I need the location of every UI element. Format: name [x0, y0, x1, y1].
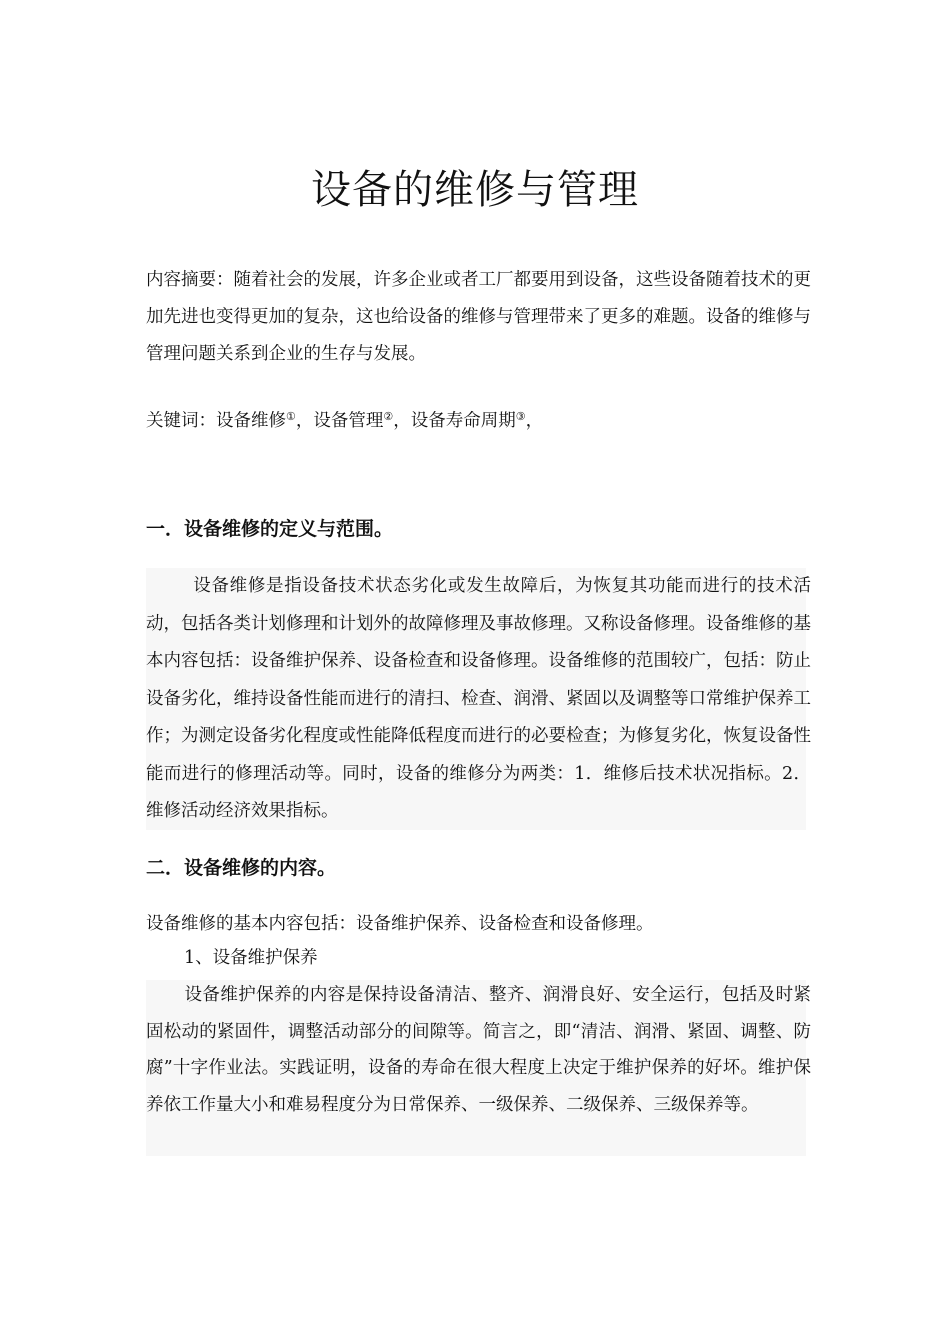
abstract-paragraph: 内容摘要：随着社会的发展，许多企业或者工厂都要用到设备，这些设备随着技术的更加先进也变得更加的复杂，这也给设备的维修与管理带来了更多的难题。设备的维修与管理问题关系到企业的生存与发展。 — [146, 270, 811, 364]
keywords-label: 关键词： — [146, 411, 216, 431]
section-body-definition: 设备维修是指设备技术状态劣化或发生故障后，为恢复其功能而进行的技术活动，包括各类计划修理和计划外的故障修理及事故修理。又称设备修理。设备维修的基本内容包括：设备维护保养、设备检查和设备修理。设备维修的范围较广，包括：防止设备劣化，维持设备性能而进行的清扫、检查、润滑、紧固以及调整等口常维护保养工作；为测定设备劣化程度或性能降低程度而进行的必要检查；为修复劣化，恢复设备性能而进行的修理活动等。同时，设备的维修分为两类：1．维修后技术状况指标。2．维修活动经济效果指标。 — [146, 576, 811, 821]
section-heading-definition: 一．设备维修的定义与范围。 — [146, 518, 394, 540]
keyword-item: 设备管理②， — [313, 410, 411, 431]
subsection-heading: 1、设备维护保养 — [184, 948, 318, 968]
keyword-item: 设备维修①， — [216, 410, 314, 431]
section-intro-line: 设备维修的基本内容包括：设备维护保养、设备检查和设备修理。 — [146, 914, 654, 934]
document-title: 设备的维修与管理 — [311, 167, 639, 213]
section-body-maintenance: 设备维护保养的内容是保持设备清洁、整齐、润滑良好、安全运行，包括及时紧固松动的紧固件，调整活动部分的间隙等。简言之，即“清洁、润滑、紧固、调整、防腐”十字作业法。实践证明，设备的寿命在很大程度上决定于维护保养的好坏。维护保养依工作量大小和难易程度分为日常保养、一级保养、二级保养、三级保养等。 — [146, 985, 811, 1115]
keywords-line — [146, 404, 811, 438]
section-heading-content: 二．设备维修的内容。 — [146, 857, 337, 879]
keyword-item: 设备寿命周期③， — [410, 410, 544, 431]
